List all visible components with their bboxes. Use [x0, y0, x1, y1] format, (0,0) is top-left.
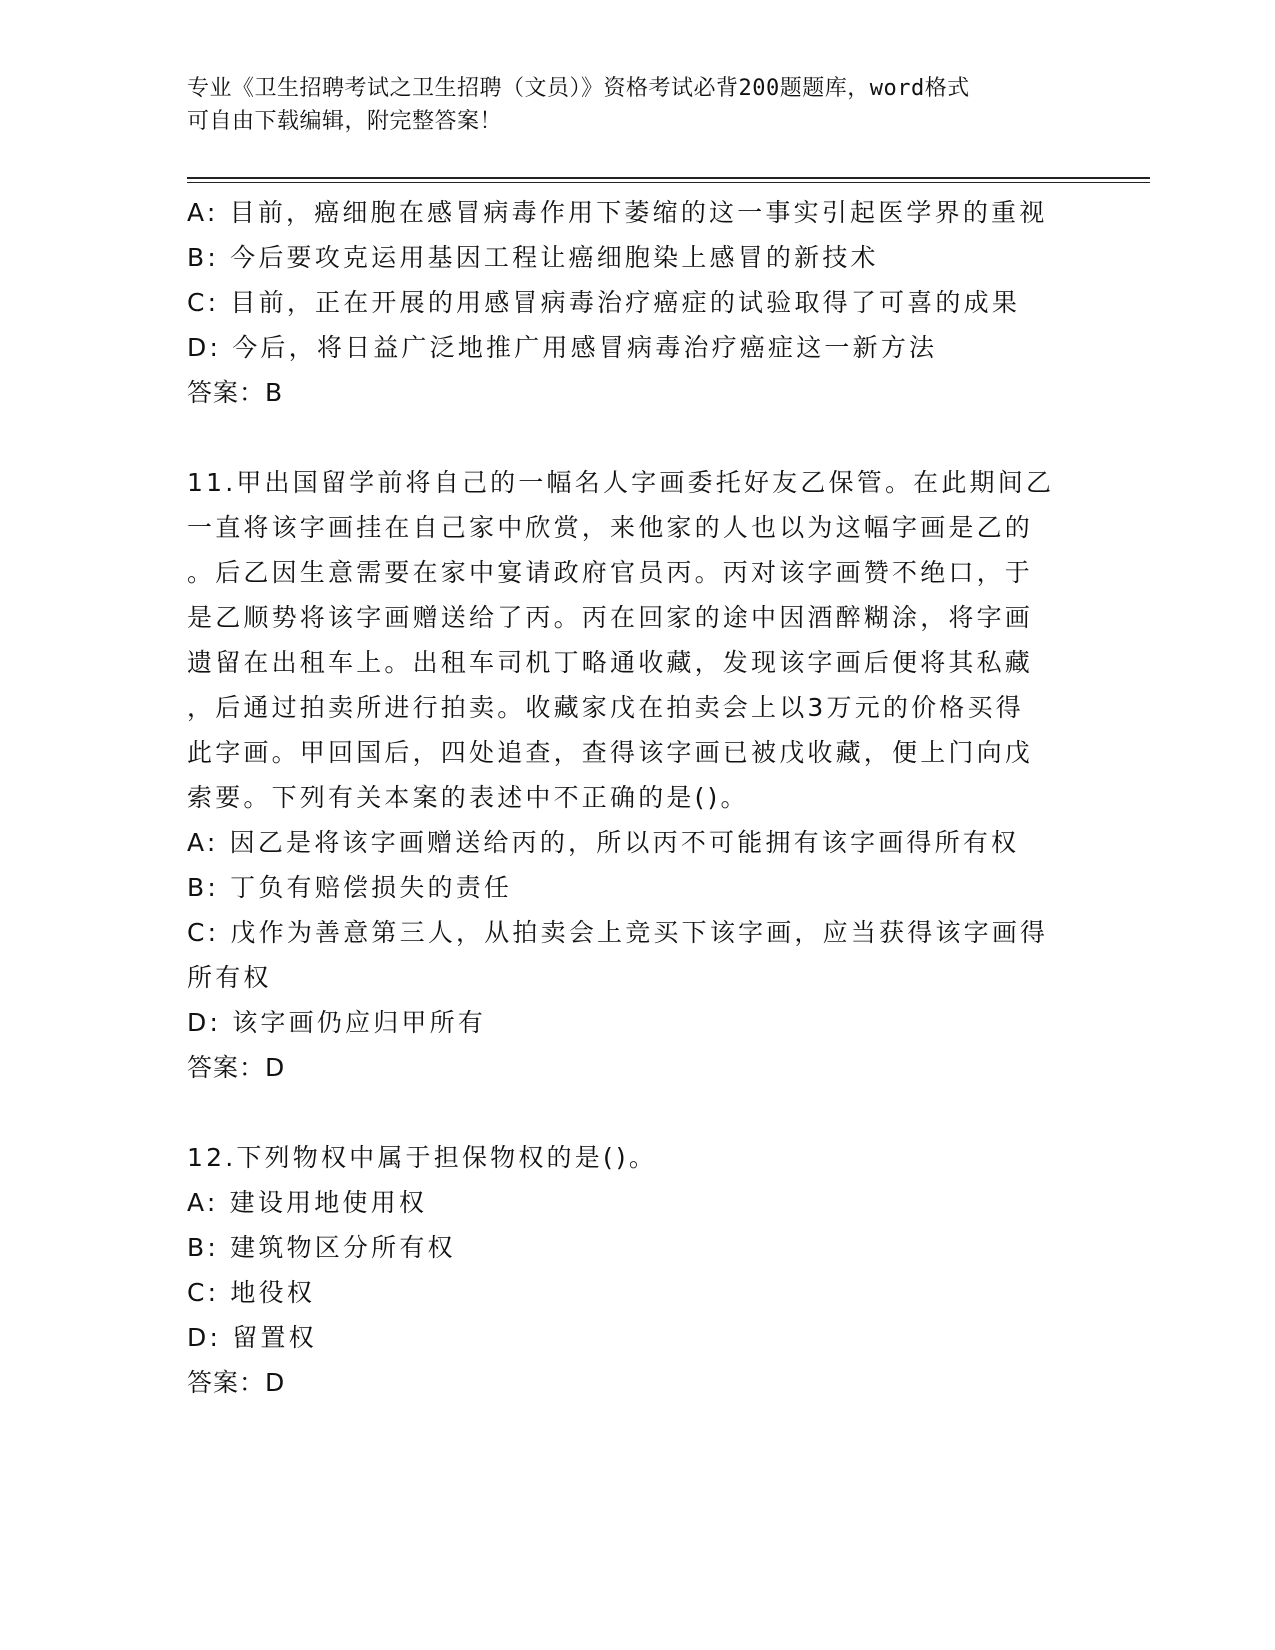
- option-a: A: 因乙是将该字画赠送给丙的，所以丙不可能拥有该字画得所有权: [187, 828, 1020, 857]
- question-stem-line: 12.下列物权中属于担保物权的是()。: [187, 1143, 658, 1172]
- header-title-line-2: 可自由下载编辑，附完整答案！: [187, 109, 503, 134]
- option-c: C: 目前，正在开展的用感冒病毒治疗癌症的试验取得了可喜的成果: [187, 288, 1021, 317]
- question-11: [187, 460, 1067, 1090]
- option-a: A: 目前，癌细胞在感冒病毒作用下萎缩的这一事实引起医学界的重视: [187, 198, 1048, 227]
- answer: 答案：D: [187, 1053, 286, 1082]
- question-stem-line: ，后通过拍卖所进行拍卖。收藏家戊在拍卖会上以3万元的价格买得: [187, 693, 1024, 722]
- question-stem-line: 。后乙因生意需要在家中宴请政府官员丙。丙对该字画赞不绝口，于: [187, 558, 1034, 587]
- document-header: [187, 72, 1067, 138]
- option-b: B: 丁负有赔偿损失的责任: [187, 873, 513, 902]
- question-stem-line: 一直将该字画挂在自己家中欣赏，来他家的人也以为这幅字画是乙的: [187, 513, 1034, 542]
- option-d: D: 该字画仍应归甲所有: [187, 1008, 487, 1037]
- option-c: C: 戊作为善意第三人，从拍卖会上竞买下该字画，应当获得该字画得: [187, 918, 1049, 947]
- question-stem-line: 是乙顺势将该字画赠送给了丙。丙在回家的途中因酒醉糊涂，将字画: [187, 603, 1034, 632]
- spacer: [187, 1090, 1067, 1135]
- question-10: [187, 190, 1067, 415]
- question-stem-line: 遗留在出租车上。出租车司机丁略通收藏，发现该字画后便将其私藏: [187, 648, 1034, 677]
- question-stem-line: 11.甲出国留学前将自己的一幅名人字画委托好友乙保管。在此期间乙: [187, 468, 1055, 497]
- option-c: C: 地役权: [187, 1278, 316, 1307]
- document-body: [187, 190, 1067, 1405]
- answer: 答案：B: [187, 378, 284, 407]
- option-b: B: 建筑物区分所有权: [187, 1233, 456, 1262]
- header-divider: [187, 177, 1150, 179]
- option-c-continued: 所有权: [187, 963, 272, 992]
- spacer: [187, 415, 1067, 460]
- option-d: D: 今后，将日益广泛地推广用感冒病毒治疗癌症这一新方法: [187, 333, 938, 362]
- question-12: [187, 1135, 1067, 1405]
- question-stem-line: 索要。下列有关本案的表述中不正确的是()。: [187, 783, 749, 812]
- question-stem-line: 此字画。甲回国后，四处追查，查得该字画已被戊收藏，便上门向戊: [187, 738, 1034, 767]
- option-a: A: 建设用地使用权: [187, 1188, 428, 1217]
- header-divider-thin: [187, 182, 1150, 183]
- option-b: B: 今后要攻克运用基因工程让癌细胞染上感冒的新技术: [187, 243, 879, 272]
- answer: 答案：D: [187, 1368, 286, 1397]
- header-title-line-1: 专业《卫生招聘考试之卫生招聘（文员）》资格考试必背200题题库，word格式: [187, 76, 970, 101]
- option-d: D: 留置权: [187, 1323, 317, 1352]
